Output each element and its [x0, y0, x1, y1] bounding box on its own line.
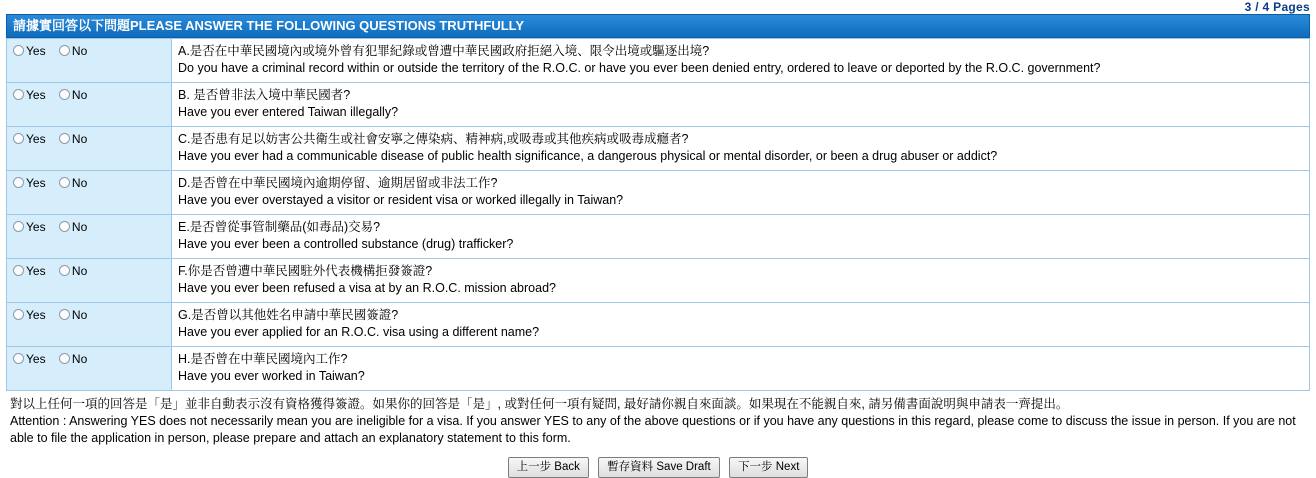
question-cell-g: [172, 303, 1310, 347]
questions-form: [6, 14, 1310, 478]
back-button[interactable]: 上一步 Back: [508, 457, 589, 478]
radio-circle-icon[interactable]: [13, 133, 24, 144]
table-row: [7, 347, 1310, 391]
radio-circle-icon[interactable]: [13, 265, 24, 276]
table-row: [7, 215, 1310, 259]
answer-cell-h: [7, 347, 172, 391]
radio-circle-icon[interactable]: [59, 353, 70, 364]
radio-no-e[interactable]: [59, 220, 87, 234]
answer-cell-c: [7, 127, 172, 171]
radio-no-label: No: [71, 131, 88, 146]
radio-yes-a[interactable]: [13, 44, 46, 58]
question-text-zh: A.是否在中華民國境內或境外曾有犯罪紀錄或曾遭中華民國政府拒絕入境、限令出境或驅逐出境?: [178, 44, 710, 58]
radio-yes-c[interactable]: [13, 132, 46, 146]
table-row: [7, 127, 1310, 171]
question-text-en: Have you ever had a communicable disease of public health significance, a dangerous physical or mental disorder, or been a drug abuser or addict?: [178, 149, 998, 163]
radio-yes-g[interactable]: [13, 308, 46, 322]
radio-circle-icon[interactable]: [59, 265, 70, 276]
question-cell-h: [172, 347, 1310, 391]
question-text-en: Have you ever worked in Taiwan?: [178, 369, 365, 383]
attention-note-zh: 對以上任何一項的回答是「是」並非自動表示沒有資格獲得簽證。如果你的回答是「是」, 或對任何一項有疑問, 最好請你親自來面談。如果現在不能親自來, 請另備書面說明與申請表一齊提出。: [10, 397, 1069, 411]
question-text-en: Have you ever overstayed a visitor or resident visa or worked illegally in Taiwan?: [178, 193, 624, 207]
radio-yes-label: Yes: [26, 351, 46, 366]
radio-no-a[interactable]: [59, 44, 87, 58]
radio-no-label: No: [71, 263, 88, 278]
radio-no-label: No: [71, 307, 88, 322]
section-title: 請據實回答以下問題PLEASE ANSWER THE FOLLOWING QUESTIONS TRUTHFULLY: [6, 14, 1310, 38]
question-text-en: Have you ever applied for an R.O.C. visa using a different name?: [178, 325, 540, 339]
radio-circle-icon[interactable]: [59, 133, 70, 144]
answer-cell-a: [7, 39, 172, 83]
radio-group-f[interactable]: [13, 263, 97, 278]
radio-yes-label: Yes: [26, 87, 46, 102]
answer-cell-g: [7, 303, 172, 347]
radio-yes-h[interactable]: [13, 352, 46, 366]
question-cell-a: [172, 39, 1310, 83]
question-text-en: Have you ever entered Taiwan illegally?: [178, 105, 399, 119]
radio-circle-icon[interactable]: [13, 353, 24, 364]
question-text-zh: C.是否患有足以妨害公共衛生或社會安寧之傳染病、精神病,或吸毒或其他疾病或吸毒成癮者?: [178, 132, 689, 146]
radio-circle-icon[interactable]: [13, 309, 24, 320]
radio-yes-label: Yes: [26, 175, 46, 190]
radio-no-f[interactable]: [59, 264, 87, 278]
radio-no-label: No: [71, 351, 88, 366]
attention-note: [6, 391, 1310, 451]
radio-group-b[interactable]: [13, 87, 97, 102]
form-actions: [6, 451, 1310, 478]
question-cell-b: [172, 83, 1310, 127]
radio-circle-icon[interactable]: [13, 45, 24, 56]
table-row: [7, 171, 1310, 215]
question-cell-c: [172, 127, 1310, 171]
radio-yes-f[interactable]: [13, 264, 46, 278]
radio-yes-label: Yes: [26, 219, 46, 234]
radio-yes-label: Yes: [26, 263, 46, 278]
radio-no-c[interactable]: [59, 132, 87, 146]
radio-circle-icon[interactable]: [59, 89, 70, 100]
radio-no-label: No: [71, 87, 88, 102]
question-text-en: Have you ever been refused a visa at by an R.O.C. mission abroad?: [178, 281, 556, 295]
radio-yes-label: Yes: [26, 307, 46, 322]
question-text-zh: F.你是否曾遭中華民國駐外代表機構拒發簽證?: [178, 264, 433, 278]
radio-circle-icon[interactable]: [13, 177, 24, 188]
radio-no-b[interactable]: [59, 88, 87, 102]
radio-group-c[interactable]: [13, 131, 97, 146]
next-button[interactable]: 下一步 Next: [729, 457, 808, 478]
radio-yes-label: Yes: [26, 43, 46, 58]
question-text-zh: G.是否曾以其他姓名申請中華民國簽證?: [178, 308, 399, 322]
answer-cell-f: [7, 259, 172, 303]
radio-group-g[interactable]: [13, 307, 97, 322]
question-text-zh: H.是否曾在中華民國境內工作?: [178, 352, 348, 366]
table-row: [7, 83, 1310, 127]
radio-circle-icon[interactable]: [59, 177, 70, 188]
radio-yes-e[interactable]: [13, 220, 46, 234]
radio-yes-label: Yes: [26, 131, 46, 146]
radio-no-h[interactable]: [59, 352, 87, 366]
radio-circle-icon[interactable]: [59, 45, 70, 56]
answer-cell-d: [7, 171, 172, 215]
radio-no-label: No: [71, 43, 88, 58]
radio-no-label: No: [71, 219, 88, 234]
question-text-zh: D.是否曾在中華民國境內逾期停留、逾期居留或非法工作?: [178, 176, 498, 190]
radio-no-g[interactable]: [59, 308, 87, 322]
table-row: [7, 39, 1310, 83]
question-cell-e: [172, 215, 1310, 259]
answer-cell-e: [7, 215, 172, 259]
question-text-en: Have you ever been a controlled substance (drug) trafficker?: [178, 237, 514, 251]
radio-circle-icon[interactable]: [13, 89, 24, 100]
radio-group-e[interactable]: [13, 219, 97, 234]
radio-circle-icon[interactable]: [59, 221, 70, 232]
page-counter: 3 / 4 Pages: [1244, 0, 1310, 14]
table-row: [7, 259, 1310, 303]
radio-yes-d[interactable]: [13, 176, 46, 190]
radio-no-label: No: [71, 175, 88, 190]
radio-group-h[interactable]: [13, 351, 97, 366]
radio-yes-b[interactable]: [13, 88, 46, 102]
question-text-zh: B. 是否曾非法入境中華民國者?: [178, 88, 351, 102]
question-text-zh: E.是否曾從事管制藥品(如毒品)交易?: [178, 220, 381, 234]
radio-no-d[interactable]: [59, 176, 87, 190]
question-cell-f: [172, 259, 1310, 303]
questions-table: [6, 38, 1310, 391]
attention-note-en: Attention : Answering YES does not necessarily mean you are ineligible for a visa. If you answer YES to any of the above questions or if you have any questions in this regard, please come to discuss the issue in person. If you are not able to file the application in person, please prepare and attach an explanatory statement to this form.: [10, 414, 1296, 445]
save-draft-button[interactable]: 暫存資料 Save Draft: [598, 457, 720, 478]
radio-group-a[interactable]: [13, 43, 97, 58]
radio-group-d[interactable]: [13, 175, 97, 190]
question-cell-d: [172, 171, 1310, 215]
table-row: [7, 303, 1310, 347]
radio-circle-icon[interactable]: [13, 221, 24, 232]
answer-cell-b: [7, 83, 172, 127]
radio-circle-icon[interactable]: [59, 309, 70, 320]
question-text-en: Do you have a criminal record within or outside the territory of the R.O.C. or have you ever been denied entry, ordered to leave or deported by the R.O.C. government?: [178, 61, 1101, 75]
